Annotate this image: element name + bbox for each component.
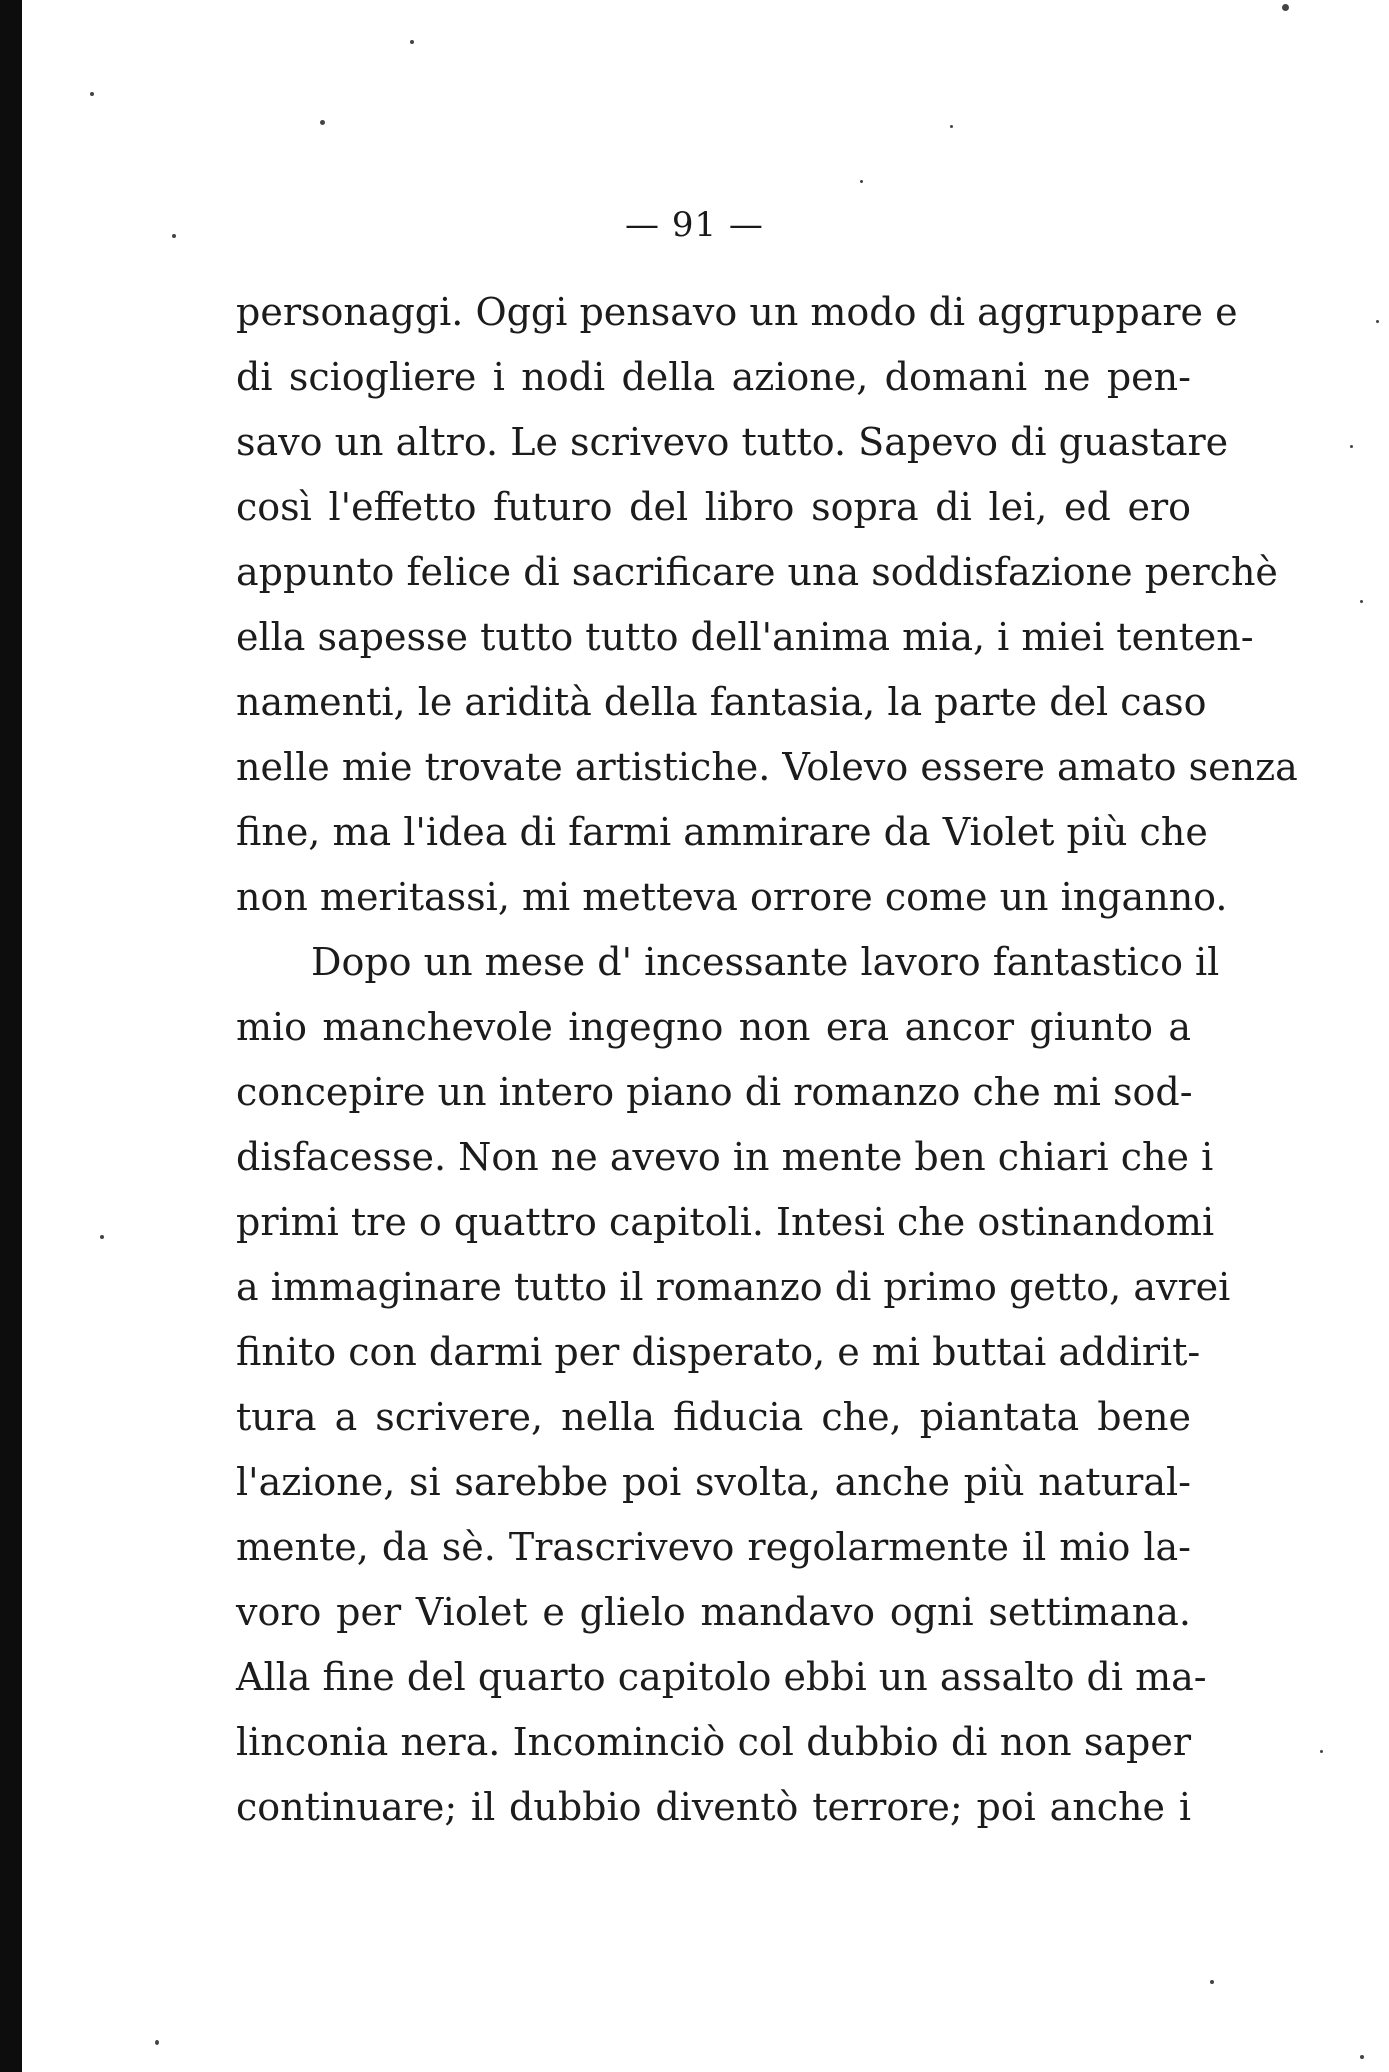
paragraph-2 [236,930,1231,1840]
text-line: fine, ma l'idea di farmi ammirare da Violet più che [236,810,1208,854]
text-line: Alla fine del quarto capitolo ebbi un assalto di ma- [236,1655,1207,1699]
page-number: — 91 — [625,205,764,245]
scan-speck [1210,1980,1214,1984]
scan-speck [1350,445,1353,448]
text-line: Dopo un mese d' incessante lavoro fantastico il [311,940,1220,984]
text-line: l'azione, si sarebbe poi svolta, anche più natural- [236,1460,1191,1504]
text-line: concepire un intero piano di romanzo che mi sod- [236,1070,1193,1114]
scan-speck [172,234,176,238]
scan-speck [100,1235,104,1239]
scan-speck [90,92,94,96]
scan-speck [410,40,414,44]
scan-speck [155,2040,159,2045]
scan-speck [1360,600,1363,603]
scan-speck [950,125,953,128]
text-line: ella sapesse tutto tutto dell'anima mia, i miei tenten- [236,615,1254,659]
scan-speck [1320,1750,1323,1753]
text-line: finito con darmi per disperato, e mi buttai addirit- [236,1330,1201,1374]
text-line: namenti, le aridità della fantasia, la parte del caso [236,680,1207,724]
paragraph-1 [236,280,1298,930]
text-line: così l'effetto futuro del libro sopra di lei, ed ero [236,485,1191,529]
scan-binding-edge [0,0,22,2072]
text-line: savo un altro. Le scrivevo tutto. Sapevo di guastare [236,420,1229,464]
scan-speck [320,120,325,125]
text-line: appunto felice di sacrificare una soddisfazione perchè [236,550,1278,594]
text-line: disfacesse. Non ne avevo in mente ben chiari che i [236,1135,1214,1179]
scan-speck [1360,2055,1364,2059]
text-line: primi tre o quattro capitoli. Intesi che ostinandomi [236,1200,1215,1244]
text-line: mio manchevole ingegno non era ancor giunto a [236,1005,1191,1049]
text-line: nelle mie trovate artistiche. Volevo essere amato senza [236,745,1298,789]
text-line: non meritassi, mi metteva orrore come un inganno. [236,875,1228,919]
text-line: mente, da sè. Trascrivevo regolarmente il mio la- [236,1525,1191,1569]
body-text [236,280,1298,1840]
text-line: continuare; il dubbio diventò terrore; poi anche i [236,1785,1191,1829]
text-line: a immaginare tutto il romanzo di primo getto, avrei [236,1265,1231,1309]
text-line: voro per Violet e glielo mandavo ogni settimana. [236,1590,1191,1634]
scan-speck [1282,4,1289,11]
scan-speck [860,180,863,183]
scan-speck [1376,320,1379,323]
text-line: linconia nera. Incominciò col dubbio di non saper [236,1720,1191,1764]
text-line: tura a scrivere, nella fiducia che, piantata bene [236,1395,1191,1439]
text-line: di sciogliere i nodi della azione, domani ne pen- [236,355,1191,399]
text-line: personaggi. Oggi pensavo un modo di aggruppare e [236,290,1238,334]
